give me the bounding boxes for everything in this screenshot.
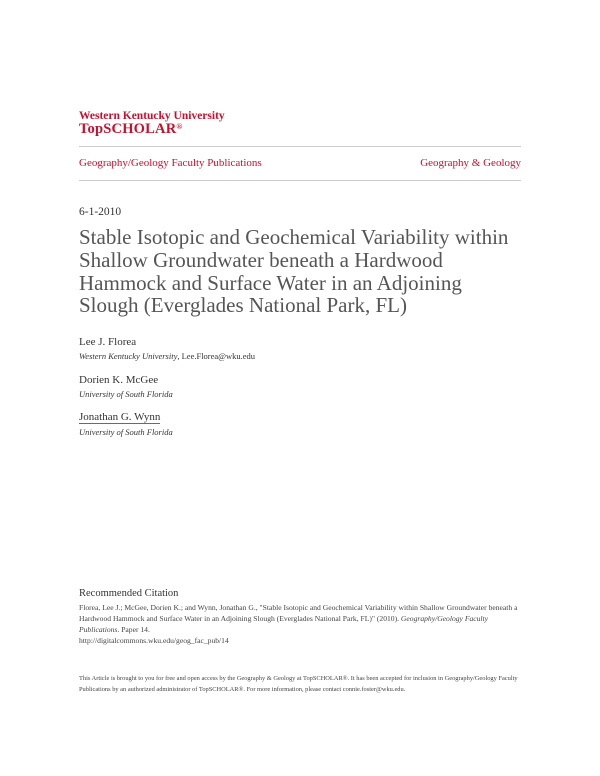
series-link[interactable]: Geography/Geology Faculty Publications [79, 157, 262, 169]
paper-title: Stable Isotopic and Geochemical Variability within Shallow Groundwater beneath a Hardwood Hammock and Surface Water in an Adjoining Slough (Everglades National Park, FL) [79, 225, 509, 318]
repository-name: TopSCHOLAR [79, 121, 177, 137]
citation-body [79, 602, 524, 646]
department-link[interactable]: Geography & Geology [420, 157, 521, 169]
publication-date: 6-1-2010 [79, 206, 122, 218]
repository-logo[interactable] [79, 121, 183, 138]
author-name-2: Dorien K. McGee [79, 374, 159, 386]
citation-text-2: . Paper 14. [117, 625, 150, 634]
author-affiliation-2 [79, 389, 173, 399]
university-name: Western Kentucky University [79, 110, 225, 122]
author-name-1: Lee J. Florea [79, 336, 137, 348]
citation-heading: Recommended Citation [79, 588, 179, 599]
citation-text-1: Florea, Lee J.; McGee, Dorien K.; and Wynn, Jonathan G., "Stable Isotopic and Geochemical Variability within Shallow Groundwater beneath a Hardwood Hammock and Surface Water in an Adjoining Slough (Everglades National Park, FL)" (2010). [79, 603, 518, 623]
citation-journal: Geography/Geology Faculty Publications [79, 614, 489, 634]
footer-note: This Article is brought to you for free and open access by the Geography & Geology at TopSCHOLAR®. It has been accepted for inclusion in Geography/Geology Faculty Publications by an authorized administrator of TopSCHOLAR®. For more information, please contact connie.foster@wku.edu. [79, 675, 518, 693]
header-divider-bottom [79, 180, 521, 181]
registered-mark: ® [176, 122, 183, 131]
author-email[interactable]: , Lee.Florea@wku.edu [177, 351, 256, 361]
affiliation-text: University of South Florida [79, 427, 173, 437]
affiliation-text: Western Kentucky University [79, 351, 178, 361]
header-divider-top [79, 146, 521, 147]
author-affiliation-1 [79, 351, 255, 361]
affiliation-text: University of South Florida [79, 389, 173, 399]
author-affiliation-3 [79, 427, 173, 437]
author-name-3-link[interactable]: Jonathan G. Wynn [79, 411, 161, 423]
citation-url[interactable]: http://digitalcommons.wku.edu/geog_fac_pub/14 [79, 636, 229, 645]
